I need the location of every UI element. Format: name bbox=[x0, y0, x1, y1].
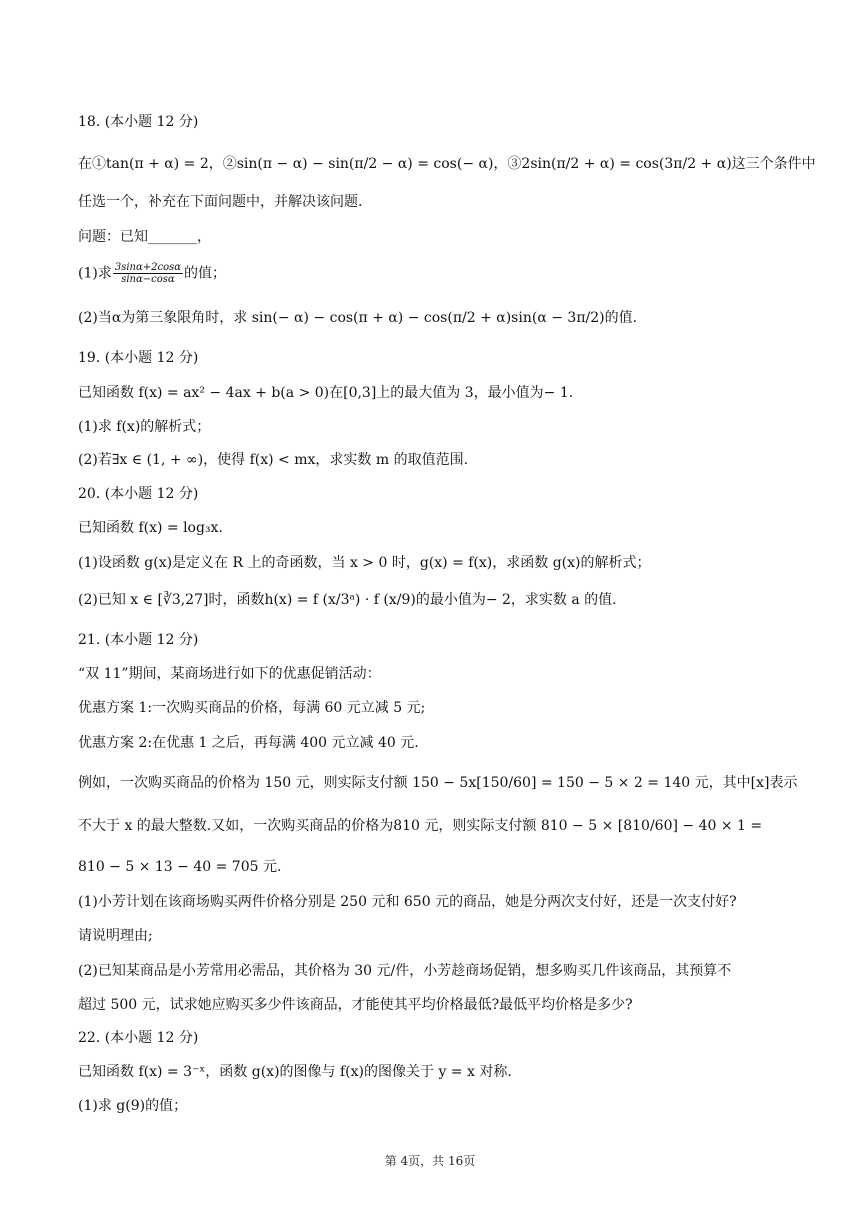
q20-statement: 已知函数 f(x) = log₃x. bbox=[78, 520, 223, 536]
page-footer: 第 4页，共 16页 bbox=[384, 1154, 476, 1168]
q18-part1-fraction bbox=[113, 262, 183, 285]
q22-part1: (1)求 g(9)的值； bbox=[78, 1098, 188, 1114]
q18-instruction: 任选一个，补充在下面问题中，并解决该问题. bbox=[78, 194, 363, 210]
q21-plan2: 优惠方案 2:在优惠 1 之后，再每满 400 元立减 40 元. bbox=[78, 735, 419, 751]
fraction-numerator: 3sinα+2cosα bbox=[114, 262, 181, 273]
q19-statement: 已知函数 f(x) = ax² − 4ax + b(a > 0)在[0,3]上的最大值为 3，最小值为− 1. bbox=[78, 385, 574, 401]
q18-problem: 问题：已知_______， bbox=[78, 229, 211, 245]
q18-header: 18. (本小题 12 分) bbox=[78, 114, 199, 130]
q21-header: 21. (本小题 12 分) bbox=[78, 632, 199, 648]
q21-part2-line1: (2)已知某商品是小芳常用必需品，其价格为 30 元/件，小芳趁商场促销，想多购买几件该商品，其预算不 bbox=[78, 963, 732, 979]
q21-part2-line2: 超过 500 元，试求她应购买多少件该商品，才能使其平均价格最低?最低平均价格是多少? bbox=[78, 997, 633, 1013]
q19-part2: (2)若∃x ∈ (1, + ∞)，使得 f(x) < mx，求实数 m 的取值范围. bbox=[78, 452, 469, 468]
q22-header: 22. (本小题 12 分) bbox=[78, 1030, 199, 1046]
q18-conditions: 在①tan(π + α) = 2，②sin(π − α) − sin(π/2 − α) = cos(− α)，③2sin(π/2 + α) = cos(3π/2 + α)这三个条件中 bbox=[78, 156, 816, 172]
q18-part2: (2)当α为第三象限角时，求 sin(− α) − cos(π + α) − cos(π/2 + α)sin(α − 3π/2)的值. bbox=[78, 310, 638, 326]
q20-part1: (1)设函数 g(x)是定义在 R 上的奇函数，当 x > 0 时，g(x) = f(x)，求函数 g(x)的解析式； bbox=[78, 555, 651, 571]
q18-part1-suffix: 的值； bbox=[183, 265, 226, 282]
fraction-denominator: sinα−cosα bbox=[121, 274, 175, 285]
q21-part1-line2: 请说明理由; bbox=[78, 928, 153, 944]
q18-part1 bbox=[78, 262, 226, 285]
q19-part1: (1)求 f(x)的解析式； bbox=[78, 419, 211, 435]
q18-part1-prefix: (1)求 bbox=[78, 265, 112, 282]
q21-part1-line1: (1)小芳计划在该商场购买两件价格分别是 250 元和 650 元的商品，她是分两次支付好，还是一次支付好? bbox=[78, 894, 737, 910]
q21-example3: 810 − 5 × 13 − 40 = 705 元. bbox=[78, 859, 282, 875]
q21-plan1: 优惠方案 1:一次购买商品的价格，每满 60 元立减 5 元; bbox=[78, 700, 426, 716]
q20-part2: (2)已知 x ∈ [∛3,27]时，函数h(x) = f (x/3ᵃ) · f (x/9)的最小值为− 2，求实数 a 的值. bbox=[78, 592, 617, 608]
q19-header: 19. (本小题 12 分) bbox=[78, 350, 199, 366]
q22-statement: 已知函数 f(x) = 3⁻ˣ，函数 g(x)的图像与 f(x)的图像关于 y = x 对称. bbox=[78, 1064, 512, 1080]
q21-intro: “双 11”期间，某商场进行如下的优惠促销活动： bbox=[78, 666, 381, 682]
q20-header: 20. (本小题 12 分) bbox=[78, 486, 199, 502]
q21-example2: 不大于 x 的最大整数.又如，一次购买商品的价格为810 元，则实际支付额 810 − 5 × [810/60] − 40 × 1 = bbox=[78, 818, 763, 834]
q21-example1: 例如，一次购买商品的价格为 150 元，则实际支付额 150 − 5x[150/60] = 150 − 5 × 2 = 140 元，其中[x]表示 bbox=[78, 775, 798, 791]
